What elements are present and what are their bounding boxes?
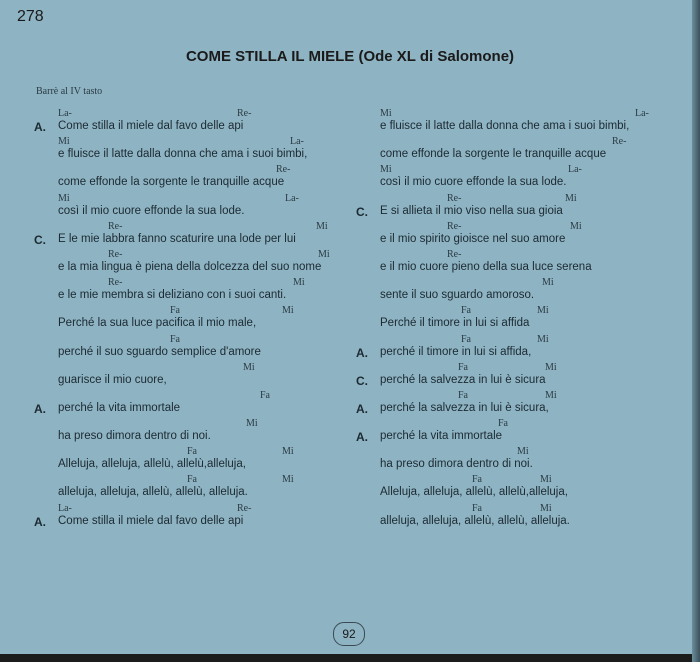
chord-line [380, 474, 680, 486]
chord-line [58, 390, 358, 402]
chord: Mi [58, 192, 70, 204]
lyrics-column-left [34, 108, 354, 531]
chord: Mi [282, 305, 294, 317]
chord: Re- [108, 248, 123, 260]
lyric-entry [356, 193, 676, 221]
chord-line [380, 503, 680, 515]
lyric-entry [356, 164, 676, 192]
lyrics-column-right [356, 108, 676, 531]
lyric-text: così il mio cuore effonde la sua lode. [380, 176, 567, 189]
lyric-row [356, 430, 676, 445]
chord-line [58, 193, 358, 205]
lyric-row [356, 402, 676, 417]
lyric-entry [356, 474, 676, 502]
page-edge-shadow [692, 0, 700, 662]
chord: La- [635, 108, 649, 119]
lyric-text: ha preso dimora dentro di noi. [380, 458, 533, 471]
voice-marker: A. [34, 401, 46, 416]
voice-marker: A. [356, 401, 368, 416]
chord: Mi [517, 446, 529, 458]
chord: Mi [537, 305, 549, 317]
chord-line [58, 164, 358, 176]
chord: La- [290, 136, 304, 148]
lyric-text: e la mia lingua è piena della dolcezza del suo nome [58, 260, 322, 273]
lyric-entry [356, 108, 676, 136]
song-title: COME STILLA IL MIELE (Ode XL di Salomone) [185, 48, 515, 65]
lyric-entry [356, 277, 676, 305]
chord: Re- [447, 248, 462, 260]
lyric-text: alleluja, alleluja, allelù, allelù, alleluja. [380, 514, 570, 527]
lyric-entry [34, 249, 354, 277]
chord: Re- [276, 164, 291, 176]
lyric-text: guarisce il mio cuore, [58, 373, 167, 386]
chord-line [58, 108, 358, 120]
lyric-text: e le mie membra si deliziano con i suoi canti. [58, 289, 287, 302]
lyric-row [356, 486, 676, 501]
chord: La- [58, 108, 72, 119]
bottom-border [0, 654, 700, 662]
chord: Mi [537, 333, 549, 345]
lyric-text: sente il suo sguardo amoroso. [380, 289, 535, 302]
lyric-row [356, 261, 676, 276]
lyric-row [356, 289, 676, 304]
lyric-entry [356, 446, 676, 474]
lyric-row [34, 289, 354, 304]
voice-marker: A. [356, 430, 368, 445]
lyric-entry [34, 418, 354, 446]
chord: Mi [380, 108, 392, 119]
lyric-row [34, 120, 354, 135]
chord: Re- [447, 220, 462, 232]
lyric-text: alleluja, alleluja, allelù, allelù, alleluja. [58, 486, 248, 499]
lyric-text: perché il timore in lui si affida, [380, 345, 532, 358]
lyric-entry [34, 136, 354, 164]
lyric-text: e fluisce il latte dalla donna che ama i suoi bimbi, [58, 148, 308, 161]
lyric-text: Perché il timore in lui si affida [380, 317, 530, 330]
chord: Mi [243, 361, 255, 373]
lyric-row [34, 402, 354, 417]
chord: Mi [282, 446, 294, 458]
barre-note: Barrè al IV tasto [36, 86, 103, 97]
chord: La- [285, 192, 299, 204]
chord: Fa [472, 502, 482, 514]
chord: Mi [570, 220, 582, 232]
lyric-row [34, 148, 354, 163]
chord: Fa [260, 389, 270, 401]
chord: Fa [458, 389, 468, 401]
chord-line [58, 446, 358, 458]
lyric-entry [34, 334, 354, 362]
chord: Mi [540, 474, 552, 486]
chord: Fa [170, 333, 180, 345]
chord: Fa [458, 361, 468, 373]
voice-marker: A. [34, 514, 46, 529]
lyric-text: Alleluja, alleluja, allelù, allelù,alleluja, [58, 458, 246, 471]
lyric-entry [34, 108, 354, 136]
chord-line [380, 390, 680, 402]
lyric-row [34, 458, 354, 473]
lyric-text: come effonde la sorgente le tranquille acque [58, 176, 285, 189]
lyric-row [34, 430, 354, 445]
lyric-text: e il mio cuore pieno della sua luce serena [380, 260, 592, 273]
footer-page-number: 92 [333, 622, 365, 646]
lyric-entry [356, 136, 676, 164]
chord: Mi [540, 502, 552, 514]
lyric-row [34, 317, 354, 332]
chord: Mi [293, 277, 305, 289]
lyric-entry [356, 249, 676, 277]
chord-line [380, 446, 680, 458]
lyric-row [34, 176, 354, 191]
chord: Mi [316, 220, 328, 232]
lyric-row [34, 346, 354, 361]
chord-line [58, 334, 358, 346]
lyric-entry [34, 164, 354, 192]
chord-line [380, 221, 680, 233]
chord-line [58, 305, 358, 317]
voice-marker: A. [356, 345, 368, 360]
lyric-row [356, 346, 676, 361]
chord-line [58, 136, 358, 148]
lyric-row [356, 374, 676, 389]
chord: Fa [187, 446, 197, 458]
chord: Fa [170, 305, 180, 317]
chord: Re- [612, 136, 627, 148]
chord: Mi [542, 277, 554, 289]
lyric-entry [34, 390, 354, 418]
chord-line [58, 362, 358, 374]
chord: Fa [187, 474, 197, 486]
lyric-entry [356, 221, 676, 249]
lyric-entry [356, 334, 676, 362]
chord: Mi [545, 361, 557, 373]
chord-line [380, 277, 680, 289]
chord-line [58, 221, 358, 233]
lyric-entry [34, 503, 354, 531]
lyric-text: E si allieta il mio viso nella sua gioia [380, 204, 563, 217]
chord-line [58, 418, 358, 430]
page-number: 278 [17, 8, 44, 25]
chord: La- [568, 164, 582, 176]
lyric-entry [34, 305, 354, 333]
chord: Mi [318, 248, 330, 260]
voice-marker: C. [34, 232, 46, 247]
lyric-entry [34, 277, 354, 305]
lyric-row [356, 515, 676, 530]
lyric-text: perché la salvezza in lui è sicura [380, 373, 546, 386]
chord: Fa [461, 333, 471, 345]
chord-line [58, 503, 358, 515]
lyric-text: Alleluja, alleluja, allelù, allelù,alleluja, [380, 486, 568, 499]
lyric-text: perché la vita immortale [380, 430, 503, 443]
lyric-text: e fluisce il latte dalla donna che ama i suoi bimbi, [380, 120, 630, 132]
chord: Re- [237, 108, 252, 119]
lyric-row [356, 120, 676, 135]
lyric-row [34, 205, 354, 220]
lyric-entry [34, 446, 354, 474]
chord: Fa [472, 474, 482, 486]
lyric-text: e il mio spirito gioisce nel suo amore [380, 232, 566, 245]
chord: Mi [58, 136, 70, 148]
lyric-entry [34, 193, 354, 221]
lyric-entry [356, 503, 676, 531]
lyric-text: così il mio cuore effonde la sua lode. [58, 204, 245, 217]
chord: Re- [237, 502, 252, 514]
lyric-row [356, 233, 676, 248]
lyric-row [356, 458, 676, 473]
lyric-text: perché la vita immortale [58, 401, 181, 414]
chord-line [380, 193, 680, 205]
chord-line [380, 249, 680, 261]
chord-line [380, 362, 680, 374]
chord: Mi [246, 418, 258, 430]
lyric-row [34, 233, 354, 248]
lyric-text: perché la salvezza in lui è sicura, [380, 401, 549, 414]
lyric-entry [356, 418, 676, 446]
voice-marker: C. [356, 373, 368, 388]
lyric-text: come effonde la sorgente le tranquille acque [380, 148, 607, 161]
lyric-row [34, 374, 354, 389]
lyric-text: Perché la sua luce pacifica il mio male, [58, 317, 257, 330]
lyric-row [356, 317, 676, 332]
lyric-entry [34, 221, 354, 249]
chord-line [380, 305, 680, 317]
chord: Mi [545, 389, 557, 401]
lyric-entry [356, 390, 676, 418]
lyric-text: perché il suo sguardo semplice d'amore [58, 345, 261, 358]
chord-line [380, 418, 680, 430]
chord: Mi [282, 474, 294, 486]
lyric-row [356, 205, 676, 220]
chord-line [380, 334, 680, 346]
chord-line [58, 249, 358, 261]
lyric-row [34, 486, 354, 501]
chord: Re- [108, 277, 123, 289]
chord-line [380, 108, 680, 120]
chord-line [58, 277, 358, 289]
lyric-row [34, 261, 354, 276]
chord-line [58, 474, 358, 486]
chord: Fa [498, 418, 508, 430]
lyric-entry [356, 305, 676, 333]
lyric-text: Come stilla il miele dal favo delle api [58, 120, 244, 132]
lyric-row [34, 515, 354, 530]
chord: Fa [461, 305, 471, 317]
lyric-row [356, 148, 676, 163]
lyric-text: E le mie labbra fanno scaturire una lode per lui [58, 232, 296, 245]
lyric-entry [34, 474, 354, 502]
lyric-text: ha preso dimora dentro di noi. [58, 430, 211, 443]
chord: La- [58, 502, 72, 514]
chord: Mi [565, 192, 577, 204]
chord-line [380, 164, 680, 176]
chord-line [380, 136, 680, 148]
lyric-entry [356, 362, 676, 390]
voice-marker: C. [356, 204, 368, 219]
voice-marker: A. [34, 120, 46, 134]
chord: Mi [380, 164, 392, 176]
chord: Re- [447, 192, 462, 204]
lyric-entry [34, 362, 354, 390]
chord: Re- [108, 220, 123, 232]
lyric-row [356, 176, 676, 191]
lyric-text: Come stilla il miele dal favo delle api [58, 514, 244, 527]
